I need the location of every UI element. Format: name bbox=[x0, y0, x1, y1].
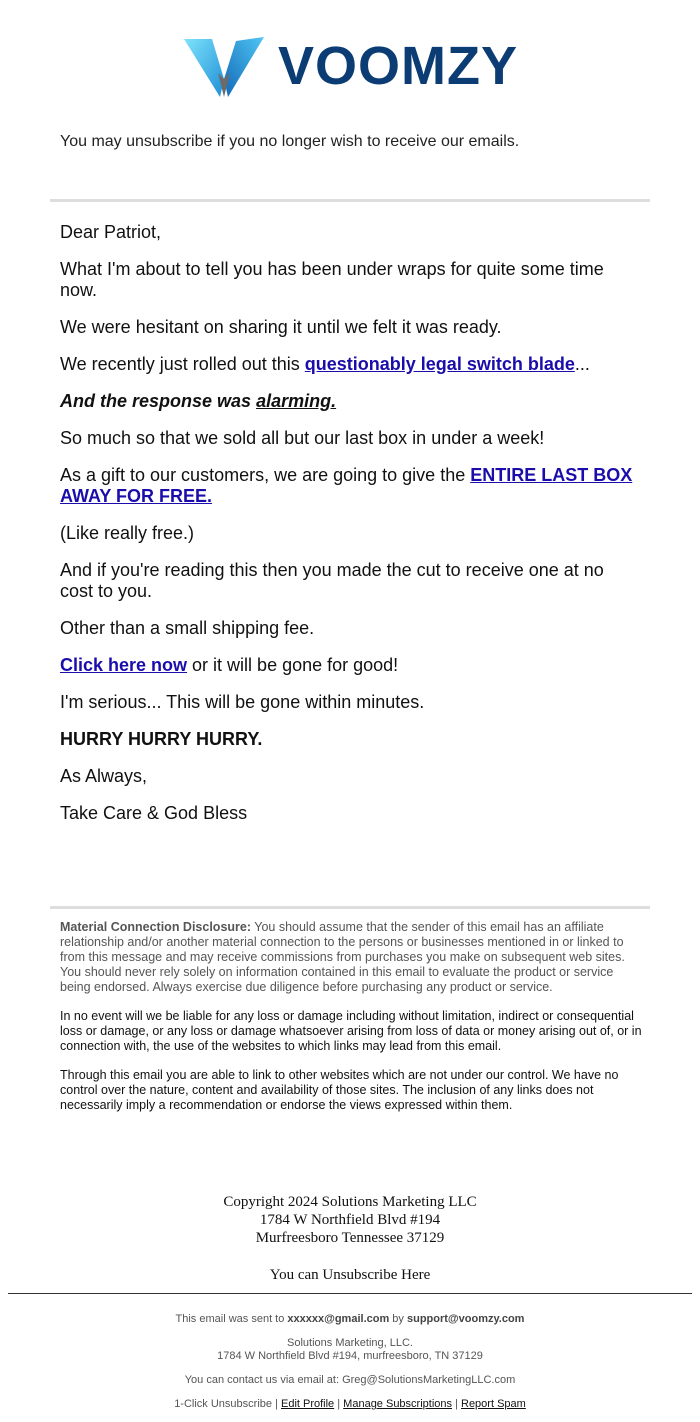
email-body bbox=[60, 222, 640, 840]
email-footer bbox=[0, 1313, 700, 1422]
sender-email: support@voomzy.com bbox=[406, 1313, 525, 1325]
paragraph-12: HURRY HURRY HURRY. bbox=[60, 729, 263, 749]
separator: | bbox=[337, 1398, 341, 1410]
company-info bbox=[0, 1193, 700, 1284]
footer-actions bbox=[0, 1398, 700, 1411]
recipient-email: xxxxxx@gmail.com bbox=[287, 1313, 390, 1325]
disclosure-lead: Material Connection Disclosure: bbox=[60, 920, 252, 934]
sign-off: As Always, bbox=[60, 766, 148, 786]
greeting: Dear Patriot, bbox=[60, 222, 162, 242]
unsubscribe-here-link[interactable]: You can Unsubscribe Here bbox=[269, 1267, 431, 1283]
unsubscribe-notice: You may unsubscribe if you no longer wish to receive our emails. bbox=[60, 133, 520, 150]
disclosure-section bbox=[60, 920, 645, 1127]
copyright-line: Copyright 2024 Solutions Marketing LLC bbox=[223, 1194, 477, 1210]
sent-to-line bbox=[0, 1313, 700, 1326]
one-click-unsubscribe[interactable]: 1-Click Unsubscribe bbox=[174, 1398, 272, 1410]
external-links-disclaimer: Through this email you are able to link to other websites which are not under our control. We have no control over the nature, content and availability of those sites. The inclusion of any links does not necessarily imply a recommendation or endorse the views expressed within them. bbox=[60, 1068, 619, 1112]
paragraph-8: And if you're reading this then you made the cut to receive one at no cost to you. bbox=[60, 560, 604, 601]
paragraph-1: What I'm about to tell you has been under wraps for quite some time now. bbox=[60, 259, 604, 300]
paragraph-4 bbox=[60, 391, 640, 412]
address-line-2: Murfreesboro Tennessee 37129 bbox=[255, 1230, 445, 1246]
org-address: 1784 W Northfield Blvd #194, murfreesboro, TN 37129 bbox=[217, 1350, 483, 1362]
switch-blade-link[interactable]: questionably legal switch blade bbox=[304, 354, 575, 374]
divider-bottom bbox=[50, 906, 650, 909]
material-disclosure bbox=[60, 920, 645, 995]
edit-profile-link[interactable]: Edit Profile bbox=[280, 1398, 335, 1410]
paragraph-10-text: or it will be gone for good! bbox=[187, 655, 399, 675]
contact-line: You can contact us via email at: Greg@SolutionsMarketingLLC.com bbox=[184, 1374, 516, 1386]
sent-prefix: This email was sent to bbox=[175, 1313, 288, 1325]
click-here-now-link[interactable]: Click here now bbox=[60, 655, 188, 675]
paragraph-6-text: As a gift to our customers, we are going to give the bbox=[60, 465, 471, 485]
liability-disclaimer: In no event will we be liable for any loss or damage including without limitation, indirect or consequential loss or damage, or any loss or damage whatsoever arising from loss of data or money arising out of, or in connection with, the use of the websites to which links may lead from this email. bbox=[60, 1009, 642, 1053]
sign-off-2: Take Care & God Bless bbox=[60, 803, 248, 823]
brand-name: VOOMZY bbox=[277, 36, 518, 96]
sent-by: by bbox=[389, 1313, 407, 1325]
divider-top bbox=[50, 199, 650, 202]
paragraph-6 bbox=[60, 465, 640, 507]
paragraph-7: (Like really free.) bbox=[60, 523, 195, 543]
org-name: Solutions Marketing, LLC. bbox=[287, 1337, 413, 1349]
brand-logo[interactable] bbox=[182, 33, 518, 99]
paragraph-3-text: We recently just rolled out this bbox=[60, 354, 305, 374]
paragraph-10 bbox=[60, 655, 640, 676]
voomzy-v-logo-icon bbox=[182, 33, 266, 99]
separator: | bbox=[275, 1398, 278, 1410]
paragraph-3 bbox=[60, 354, 640, 375]
org-block bbox=[0, 1337, 700, 1363]
alarming-emphasis: alarming. bbox=[256, 391, 337, 411]
paragraph-2: We were hesitant on sharing it until we felt it was ready. bbox=[60, 317, 502, 337]
footer-divider bbox=[8, 1293, 692, 1294]
header-logo-area bbox=[0, 30, 700, 102]
paragraph-5: So much so that we sold all but our last box in under a week! bbox=[60, 428, 545, 448]
paragraph-3-ellipsis: ... bbox=[574, 354, 590, 374]
separator: | bbox=[455, 1398, 458, 1410]
address-line-1: 1784 W Northfield Blvd #194 bbox=[259, 1212, 441, 1228]
disclosure-text: You should assume that the sender of this email has an affiliate relationship and/or another material connection to the persons or businesses mentioned in or linked to from this message and may receive commissions from purchases you make on subsequent web sites. You should never rely solely on information contained in this email to evaluate the product or service being endorsed. Always exercise due diligence before purchasing any product or service. bbox=[60, 920, 625, 994]
free-box-link[interactable]: ENTIRE LAST BOX AWAY FOR FREE. bbox=[60, 465, 633, 506]
report-spam-link[interactable]: Report Spam bbox=[461, 1398, 526, 1410]
paragraph-9: Other than a small shipping fee. bbox=[60, 618, 315, 638]
paragraph-11: I'm serious... This will be gone within minutes. bbox=[60, 692, 425, 712]
manage-subscriptions-link[interactable]: Manage Subscriptions bbox=[343, 1398, 453, 1410]
paragraph-4-text: And the response was bbox=[60, 391, 257, 411]
